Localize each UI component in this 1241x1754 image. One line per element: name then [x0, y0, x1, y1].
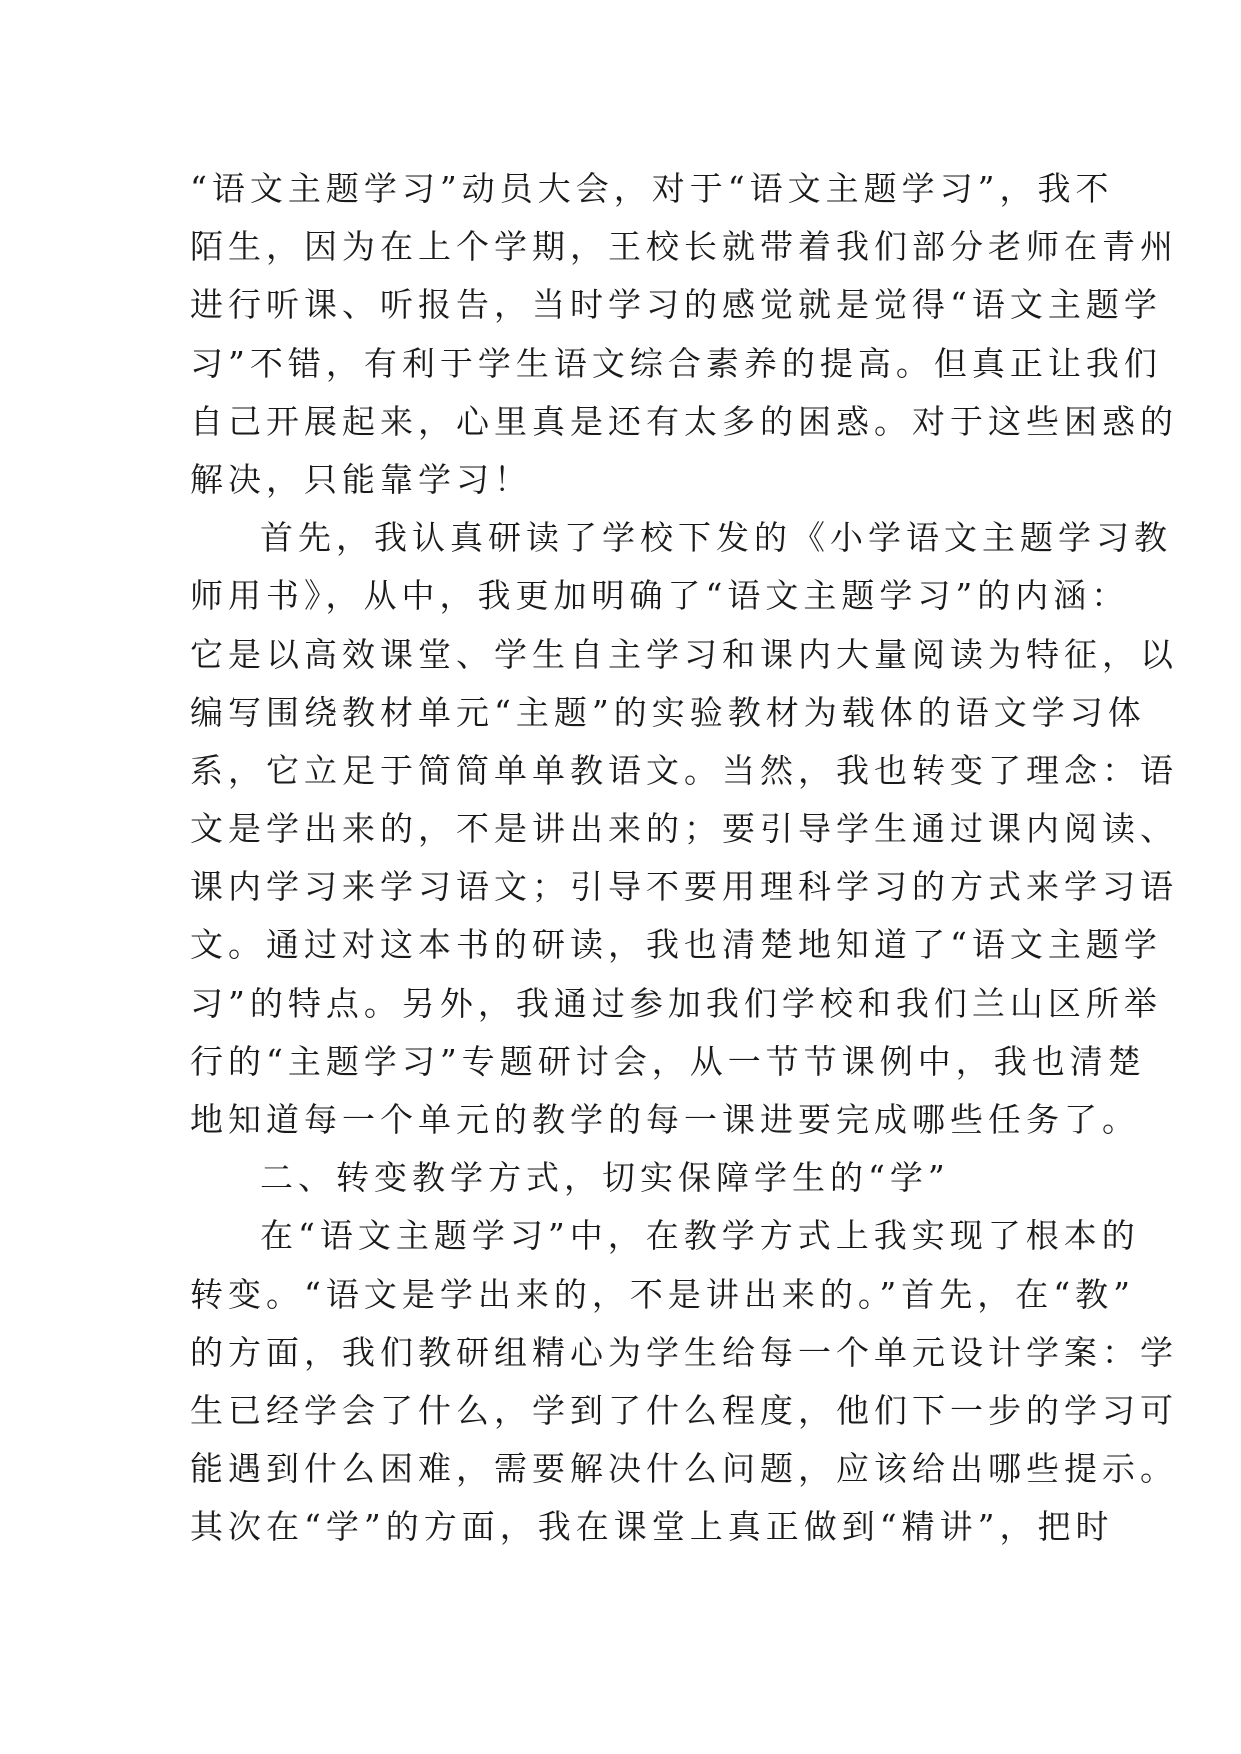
text-line: 自己开展起来，心里真是还有太多的困惑。对于这些困惑的 — [190, 401, 1178, 441]
text-line: 能遇到什么困难，需要解决什么问题，应该给出哪些提示。 — [190, 1449, 1178, 1489]
text-line: 文。通过对这本书的研读，我也清楚地知道了“语文主题学 — [190, 925, 1162, 965]
text-line: “语文主题学习”动员大会，对于“语文主题学习”，我不 — [190, 169, 1114, 208]
text-line: 在“语文主题学习”中，在教学方式上我实现了根本的 — [260, 1216, 1140, 1256]
text-line: 习”的特点。另外，我通过参加我们学校和我们兰山区所举 — [190, 983, 1162, 1023]
text-line: 陌生，因为在上个学期，王校长就带着我们部分老师在青州 — [190, 227, 1178, 267]
text-line: 生已经学会了什么，学到了什么程度，他们下一步的学习可 — [190, 1390, 1178, 1430]
text-line: 二、转变教学方式，切实保障学生的“学” — [260, 1158, 950, 1198]
text-line: 首先，我认真研读了学校下发的《小学语文主题学习教 — [260, 518, 1172, 558]
text-line: 地知道每一个单元的教学的每一课进要完成哪些任务了。 — [190, 1100, 1140, 1139]
text-line: 文是学出来的，不是讲出来的；要引导学生通过课内阅读、 — [190, 809, 1178, 849]
text-line: 它是以高效课堂、学生自主学习和课内大量阅读为特征，以 — [190, 634, 1178, 674]
text-line: 进行听课、听报告，当时学习的感觉就是觉得“语文主题学 — [190, 285, 1162, 325]
body-text — [190, 160, 1178, 1557]
text-line: 编写围绕教材单元“主题”的实验教材为载体的语文学习体 — [190, 692, 1146, 732]
text-line: 其次在“学”的方面，我在课堂上真正做到“精讲”，把时 — [190, 1507, 1114, 1547]
text-line: 解决，只能靠学习！ — [190, 459, 532, 499]
text-line: 课内学习来学习语文；引导不要用理科学习的方式来学习语 — [190, 867, 1178, 907]
text-line: 的方面，我们教研组精心为学生给每一个单元设计学案：学 — [190, 1332, 1178, 1372]
text-line: 转变。“语文是学出来的，不是讲出来的。”首先，在“教” — [190, 1274, 1135, 1314]
text-line: 习”不错，有利于学生语文综合素养的提高。但真正让我们 — [190, 343, 1162, 383]
text-line: 行的“主题学习”专题研讨会，从一节节课例中，我也清楚 — [190, 1041, 1146, 1081]
text-line: 系，它立足于简简单单教语文。当然，我也转变了理念：语 — [190, 750, 1178, 790]
text-line: 师用书》，从中，我更加明确了“语文主题学习”的内涵： — [190, 576, 1130, 616]
